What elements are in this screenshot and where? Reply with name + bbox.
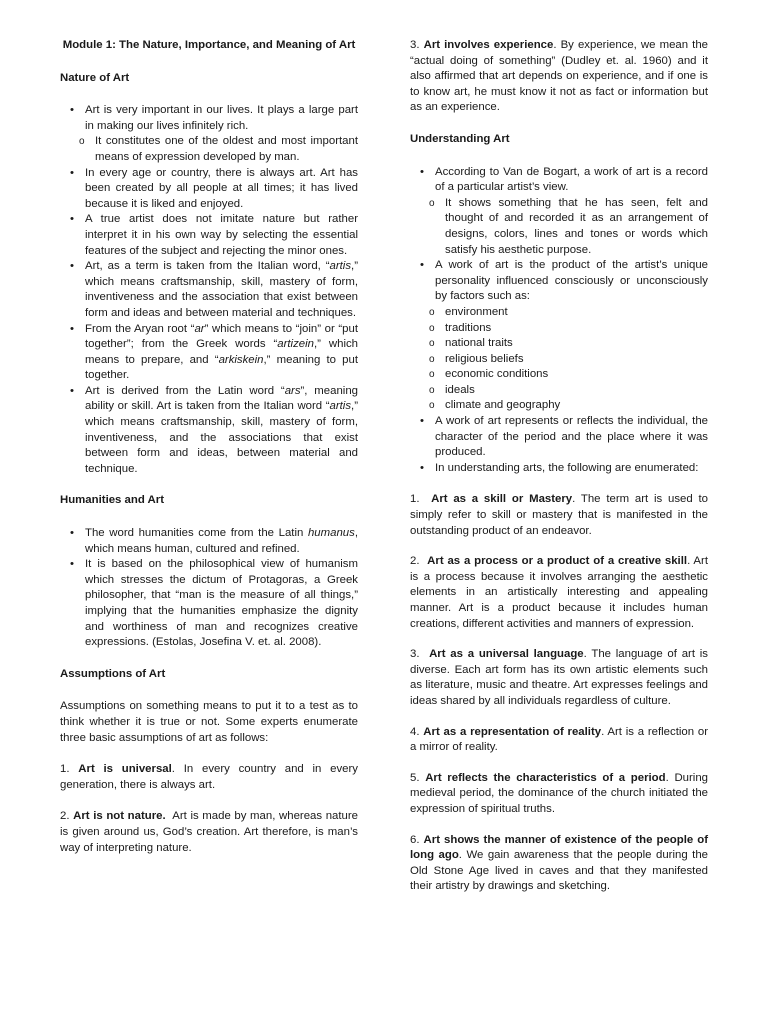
- factor-item: o ideals: [410, 383, 708, 399]
- list-item: • A true artist does not imitate nature but rather interpret it in his own way by selecting the essential features of the subject and rejecting the minor ones.: [70, 213, 358, 257]
- humanities-and-art-heading: Humanities and Art: [60, 494, 165, 507]
- factors-list: [429, 305, 708, 414]
- bullet-icon: •: [70, 260, 74, 273]
- factor-item: o environment: [410, 305, 708, 321]
- nature-of-art-list: [60, 103, 358, 477]
- factor-item: o traditions: [410, 321, 708, 337]
- sub-list-item: o It constitutes one of the oldest and most important means of expression developed by man.: [79, 135, 358, 163]
- hollow-bullet-icon: o: [429, 306, 435, 318]
- left-column: [60, 38, 362, 856]
- sub-list-item: o It shows something that he has seen, felt and thought of and recorded it as an arrangement of designs, colors, lines and tones or words which satisfy his aesthetic purpose.: [429, 196, 708, 256]
- bullet-icon: •: [70, 527, 74, 540]
- hollow-bullet-icon: o: [429, 197, 435, 209]
- meaning-3: 3. Art as a universal language. The language of art is diverse. Each art form has its own artistic elements such as literature, music and theatre. Art expresses feelings and ideas shared by all individuals regardless of culture.: [410, 648, 708, 707]
- humanities-list: [60, 526, 358, 651]
- assumption-2: 2. Art is not nature. Art is made by man, whereas nature is given around us, God’s creation. Art therefore, is man’s way of interpreting nature.: [60, 810, 362, 854]
- hollow-bullet-icon: o: [429, 400, 435, 412]
- hollow-bullet-icon: o: [429, 353, 435, 365]
- hollow-bullet-icon: o: [429, 338, 435, 350]
- meaning-1: 1. Art as a skill or Mastery. The term art is used to simply refer to skill or mastery that is manifested in the outstanding product of an endeavor.: [410, 493, 708, 537]
- list-item: • Art is very important in our lives. It plays a large part in making our lives infinitely rich. o It constitutes one of the oldest and most important means of expression developed by man.: [60, 103, 358, 165]
- meaning-5: 5. Art reflects the characteristics of a period. During medieval period, the dominance of the church initiated the expression of spiritual truths.: [410, 771, 709, 815]
- bullet-icon: •: [420, 415, 424, 428]
- bullet-icon: •: [70, 384, 74, 397]
- bullet-icon: •: [70, 558, 74, 571]
- bullet-icon: •: [70, 104, 74, 117]
- factor-item: o religious beliefs: [410, 352, 708, 368]
- bullet-icon: •: [70, 322, 74, 335]
- list-item: • From the Aryan root “ar” which means to “join” or “put together”; from the Greek words “artizein,” which means to prepare, and “arkiskein,” meaning to put together.: [70, 322, 358, 382]
- nature-of-art-heading: Nature of Art: [60, 71, 130, 84]
- list-item: • In every age or country, there is always art. Art has been created by all people at all times; it has lived because it is liked and enjoyed.: [70, 166, 358, 210]
- sub-list: [79, 134, 358, 165]
- list-item: • It is based on the philosophical view of humanism which stresses the dictum of Protagoras, a Greek philosopher, that “man is the measure of all things,” implying that the humanities emphasize the dignity and worthiness of man and recognizes creative expressions. (Estolas, Josefina V. et. al. 2008).: [70, 558, 358, 649]
- hollow-bullet-icon: o: [429, 384, 435, 396]
- list-item: • A work of art is the product of the artist’s unique personality influenced consciously or unconsciously by factors such as: o environment o traditions o national traits o religious beliefs o economic conditions o ideals o climate and geography: [410, 258, 708, 414]
- assumptions-intro: Assumptions on something means to put it to a test as to think whether it is true or not. Some experts enumerate three basic assumptions of art as follows:: [60, 700, 358, 744]
- list-item: • Art is derived from the Latin word “ars”, meaning ability or skill. Art is taken from the Italian word “artis,” which means craftsmanship, skill, mastery of form, inventiveness, and the associations that exist between form and ideas, between material and technique.: [70, 384, 358, 475]
- bullet-icon: •: [420, 259, 424, 272]
- bullet-icon: •: [70, 213, 74, 226]
- hollow-bullet-icon: o: [429, 322, 435, 334]
- assumptions-of-art-heading: Assumptions of Art: [60, 667, 166, 680]
- assumption-3: 3. Art involves experience. By experience, we mean the “actual doing of something” (Dudley et. al. 1960) and it also affirmed that art depends on experience, and if one is to know art, he must know it not as fact or information but as an experience.: [410, 39, 708, 114]
- assumption-1: 1. Art is universal. In every country and in every generation, there is always art.: [60, 763, 358, 791]
- hollow-bullet-icon: o: [79, 136, 85, 148]
- factor-item: o climate and geography: [410, 398, 708, 414]
- understanding-art-heading: Understanding Art: [410, 132, 510, 145]
- bullet-icon: •: [70, 166, 74, 179]
- list-item: • Art, as a term is taken from the Italian word, “artis,” which means craftsmanship, skill, mastery of form, inventiveness and the association that exist between form and ideas and between material and techniques.: [70, 260, 358, 319]
- list-item: • The word humanities come from the Latin humanus, which means human, cultured and refined.: [70, 527, 358, 555]
- sub-list: [429, 196, 708, 258]
- meaning-6: 6. Art shows the manner of existence of the people of long ago. We gain awareness that the people during the Old Stone Age lived in caves and that they manifested their artistry by drawings and sketching.: [410, 833, 708, 893]
- hollow-bullet-icon: o: [429, 369, 435, 381]
- module-title: Module 1: The Nature, Importance, and Meaning of Art: [62, 39, 356, 51]
- factor-item: o economic conditions: [410, 367, 708, 383]
- list-item: • A work of art represents or reflects the individual, the character of the period and the place where it was produced.: [420, 415, 708, 459]
- list-item: • According to Van de Bogart, a work of art is a record of a particular artist’s view. o It shows something that he has seen, felt and thought of and recorded it as an arrangement of designs, colors, lines and tones or words which satisfy his aesthetic purpose.: [410, 165, 708, 259]
- bullet-icon: •: [420, 461, 424, 474]
- right-column: [410, 38, 708, 895]
- factor-item: o national traits: [410, 336, 708, 352]
- understanding-art-list: [410, 165, 708, 477]
- bullet-icon: •: [420, 165, 424, 178]
- meaning-2: 2. Art as a process or a product of a creative skill. Art is a process because it involves arranging the aesthetic elements in an artistically interesting and appealing manner. Art is a product because it includes human creations, different activities and manners of expression.: [410, 555, 708, 630]
- list-item: • In understanding arts, the following are enumerated:: [410, 461, 708, 477]
- meaning-4: 4. Art as a representation of reality. Art is a reflection or a mirror of reality.: [410, 725, 708, 754]
